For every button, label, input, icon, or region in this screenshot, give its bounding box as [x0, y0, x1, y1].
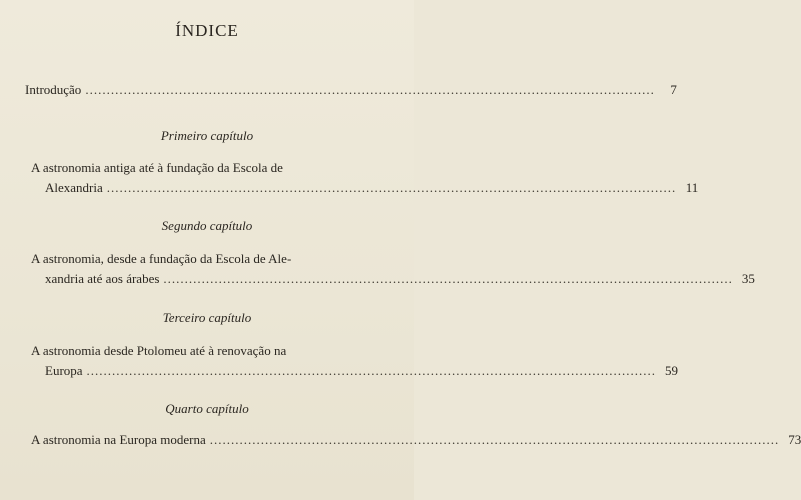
toc-page-number: 7 — [670, 82, 677, 97]
toc-page-number: 73 — [788, 432, 801, 447]
chapter-heading-3: Terceiro capítulo — [162, 310, 252, 325]
chapter-heading-1: Primeiro capítulo — [160, 128, 254, 143]
page-title: ÍNDICE — [175, 21, 239, 40]
leader-dots: ...................................................................................................................................... — [85, 82, 655, 97]
toc-entry-line: A astronomia na Europa moderna — [31, 432, 206, 447]
toc-page-number: 59 — [665, 363, 679, 378]
toc-page-number: 35 — [741, 271, 755, 286]
toc-entry-chapter-3[interactable] — [31, 341, 679, 381]
toc-entry-chapter-2[interactable] — [31, 249, 755, 289]
toc-page-number: 11 — [685, 180, 699, 195]
leader-dots: ...................................................................................................................................... — [209, 432, 780, 447]
toc-entry-line: A astronomia antiga até à fundação da Escola de — [31, 160, 283, 175]
toc-entry-chapter-4[interactable] — [31, 430, 801, 450]
toc-entry-line: Alexandria — [45, 180, 103, 195]
leader-dots: ...................................................................................................................................... — [86, 363, 657, 378]
toc-entry-line: Europa — [45, 363, 83, 378]
leader-dots: ...................................................................................................................................... — [163, 271, 733, 286]
chapter-heading-2: Segundo capítulo — [161, 218, 253, 233]
leader-dots: ...................................................................................................................................... — [106, 180, 677, 195]
chapter-heading-4: Quarto capítulo — [165, 401, 249, 416]
toc-entry-chapter-1[interactable] — [31, 158, 699, 198]
toc-entry-line: A astronomia, desde a fundação da Escola de Ale- — [31, 251, 292, 266]
toc-entry-intro[interactable] — [25, 80, 677, 100]
toc-entry-text: Introdução — [25, 82, 82, 97]
toc-entry-line: xandria até aos árabes — [45, 271, 160, 286]
toc-entry-line: A astronomia desde Ptolomeu até à renovação na — [31, 343, 287, 358]
